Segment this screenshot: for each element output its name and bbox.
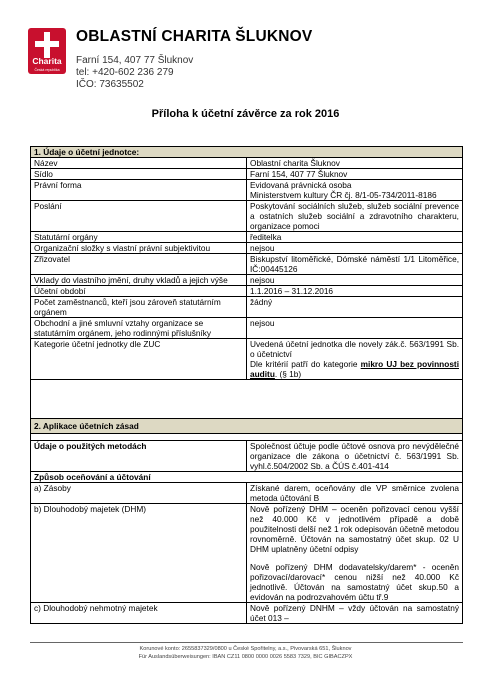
- section1-header: [31, 147, 463, 158]
- charita-logo: [28, 28, 66, 74]
- table-row: Účetní období 1.1.2016 – 31.12.2016: [31, 286, 463, 297]
- spacer-row: [31, 380, 463, 419]
- footer-bank-account: Korunové konto: 2655837329/0800 u České Spořitelny, a.s., Pivovarská 651, Šluknov: [139, 646, 352, 652]
- table-row: [31, 472, 463, 483]
- logo-subtitle: Česká republika: [34, 68, 60, 72]
- table-row: Organizační složky s vlastní právní subjektivitou nejsou: [31, 243, 463, 254]
- footer-iban: Für Auslandsüberweisungen: IBAN CZ11 0800 0000 0026 5583 7329, BIC GIBACZPX: [138, 654, 353, 660]
- organization-address: Farní 154, 407 77 Šluknov: [76, 55, 194, 66]
- valuation-heading: Způsob oceňování a účtování: [31, 472, 463, 483]
- table-row: a) Zásoby Získané darem, oceňovány dle VP směrnice zvolena metoda účtování B: [31, 483, 463, 504]
- table-row: Sídlo Farní 154, 407 77 Šluknov: [31, 169, 463, 180]
- table-row: c) Dlouhodobý nehmotný majetek Nově pořízený DNHM – vždy účtován na samostatný účet 013 –: [31, 603, 463, 624]
- cross-icon: [35, 32, 59, 58]
- table-row: b) Dlouhodobý majetek (DHM) Nově pořízený DHM – oceněn pořizovací cenou vyšší než 40.000 Kč v jednotlivém případě a době použitelnosti delší než 1 rok odepisován účetně metodou rovnoměrně. Účtován na samostatný účet skup. 02 U DHM uplatněny účetní odpisy Nově pořízený DHM dodavatelsky/darem* - oceněn pořizovací/darovací* cenou nižší než 40.000 Kč jednotlivě. Účtován na samostatný účet skup.50 a evidován na podrozvahovém účtu tř.9: [31, 504, 463, 603]
- table-row: Statutární orgány ředitelka: [31, 232, 463, 243]
- table-row: Kategorie účetní jednotky dle ZUC Uvedená účetní jednotka dle novely zák.č. 563/1991 Sb. o účetnictví Dle kritérií patří do kategorie mikro UJ bez povinnosti auditu. (§ 1b): [31, 339, 463, 380]
- table-row: Poslání Poskytování sociálních služeb, služeb sociální prevence a ostatních služeb sociální a zdravotního charakteru, organizace pomoci: [31, 201, 463, 232]
- section2-title: 2. Aplikace účetních zásad: [31, 419, 463, 434]
- section2-header: [31, 419, 463, 434]
- methods-label: Údaje o použitých metodách: [31, 441, 247, 472]
- table-row: Zřizovatel Biskupství litoměřické, Dómské náměstí 1/1 Litoměřice, IČ:00445126: [31, 254, 463, 275]
- spacer-row: [31, 434, 463, 441]
- table-row: Počet zaměstnanců, kteří jsou zároveň statutárním orgánem žádný: [31, 297, 463, 318]
- table-row: Právní forma Evidovaná právnická osoba Ministerstvem kultury ČR čj. 8/1-05-734/2011-8186: [31, 180, 463, 201]
- section1-title: 1. Údaje o účetní jednotce:: [31, 147, 463, 158]
- audit-category: mikro UJ bez povinnosti auditu: [250, 359, 459, 379]
- footer-divider: [30, 642, 463, 643]
- table-row: Název Oblastní charita Šluknov: [31, 158, 463, 169]
- organization-name: OBLASTNÍ CHARITA ŠLUKNOV: [76, 28, 313, 45]
- annex-table: [30, 146, 463, 624]
- table-row: Vklady do vlastního jmění, druhy vkladů a jejich výše nejsou: [31, 275, 463, 286]
- organization-phone: tel: +420-602 236 279: [76, 67, 174, 78]
- logo-word: Charita: [32, 56, 62, 66]
- table-row: Obchodní a jiné smluvní vztahy organizace se statutárním orgánem, jeho rodinnými příslušníky nejsou: [31, 318, 463, 339]
- organization-ico: IČO: 73635502: [76, 79, 144, 90]
- document-title: Příloha k účetní závěrce za rok 2016: [151, 108, 340, 120]
- table-row: Údaje o použitých metodách Společnost účtuje podle účtové osnova pro nevýdělečné organizace dle zákona o účetnictví č. 563/1991 Sb. vyhl.č.504/2002 Sb. a ČÚS č.401-414: [31, 441, 463, 472]
